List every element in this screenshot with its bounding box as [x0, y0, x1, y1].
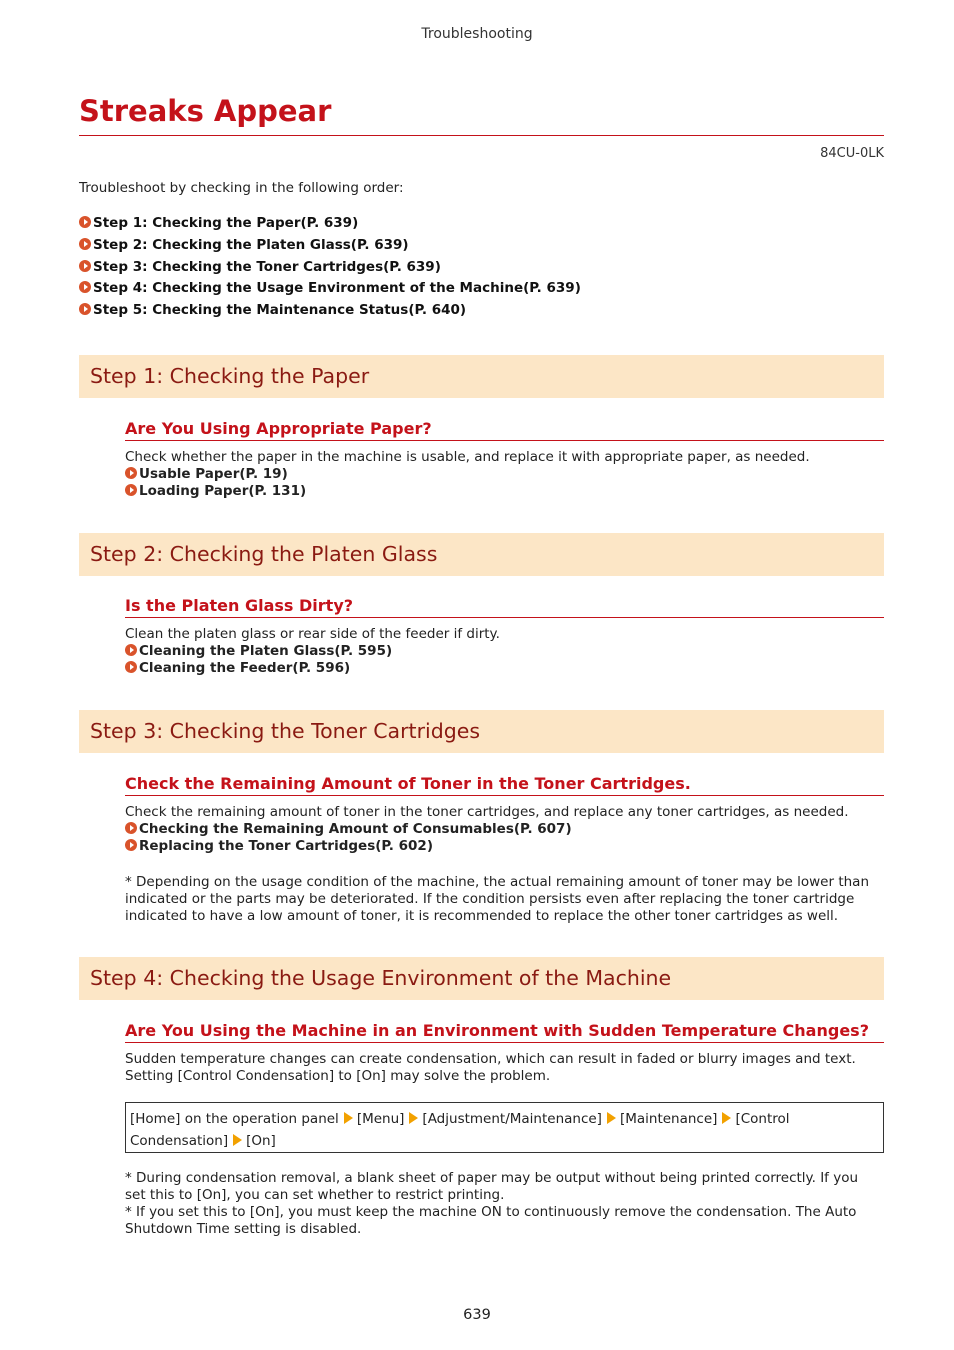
section-heading-step4: Step 4: Checking the Usage Environment of the Machine: [79, 957, 884, 1000]
subheading-step1: Are You Using Appropriate Paper?: [125, 419, 884, 441]
arrow-right-circle-icon: [125, 467, 137, 479]
step2-body: [125, 626, 880, 677]
link-cleaning-feeder[interactable]: Cleaning the Feeder(P. 596): [125, 660, 880, 677]
path-step-control-condensation: [Control Condensation]: [130, 1111, 790, 1149]
path-step-menu: [Menu]: [356, 1111, 405, 1127]
step4-note1: * During condensation removal, a blank sheet of paper may be output without being printed correctly. If you set this to [On], you can set whether to restrict printing.: [125, 1170, 859, 1203]
step4-note2: * If you set this to [On], you must keep the machine ON to continuously remove the condensation. The Auto Shutdown Time setting is disabled.: [125, 1204, 857, 1237]
link-usable-paper[interactable]: Usable Paper(P. 19): [125, 466, 880, 483]
step4-text: Sudden temperature changes can create condensation, which can result in faded or blurry images and text. Setting [Control Condensation] to [On] may solve the problem.: [125, 1051, 856, 1084]
link-cleaning-platen-glass[interactable]: Cleaning the Platen Glass(P. 595): [125, 643, 880, 660]
menu-path-box: [125, 1102, 884, 1153]
section-heading-step2: Step 2: Checking the Platen Glass: [79, 533, 884, 576]
subheading-step3: Check the Remaining Amount of Toner in the Toner Cartridges.: [125, 774, 884, 796]
triangle-right-icon: [233, 1134, 242, 1146]
step3-note: * Depending on the usage condition of the machine, the actual remaining amount of toner may be lower than indicated or the parts may be deteriorated. If the condition persists even after replacing the toner cartridge indicated to have a low amount of toner, it is recommended to replace the other toner cartridges as well.: [125, 874, 869, 924]
path-step-adjustment: [Adjustment/Maintenance]: [422, 1111, 602, 1127]
step-list: [79, 215, 581, 324]
link-checking-consumables[interactable]: Checking the Remaining Amount of Consumables(P. 607): [125, 821, 880, 838]
link-replacing-toner[interactable]: Replacing the Toner Cartridges(P. 602): [125, 838, 880, 855]
toc-link-step2[interactable]: Step 2: Checking the Platen Glass(P. 639): [79, 237, 581, 259]
arrow-right-circle-icon: [79, 216, 91, 228]
path-step-maintenance: [Maintenance]: [619, 1111, 718, 1127]
path-step-home: [Home] on the operation panel: [130, 1111, 339, 1127]
arrow-right-circle-icon: [125, 822, 137, 834]
section-heading-step1: Step 1: Checking the Paper: [79, 355, 884, 398]
arrow-right-circle-icon: [79, 238, 91, 250]
toc-link-step5[interactable]: Step 5: Checking the Maintenance Status(P. 640): [79, 302, 581, 324]
intro-text: Troubleshoot by checking in the following order:: [79, 180, 404, 196]
toc-link-step1[interactable]: Step 1: Checking the Paper(P. 639): [79, 215, 581, 237]
link-loading-paper[interactable]: Loading Paper(P. 131): [125, 483, 880, 500]
step2-text: Clean the platen glass or rear side of the feeder if dirty.: [125, 626, 500, 642]
page-title: Streaks Appear: [79, 94, 332, 128]
page-number: 639: [463, 1307, 491, 1323]
triangle-right-icon: [607, 1112, 616, 1124]
running-header: Troubleshooting: [421, 26, 533, 42]
arrow-right-circle-icon: [125, 644, 137, 656]
title-rule: [79, 135, 884, 136]
step4-notes: [125, 1170, 880, 1238]
triangle-right-icon: [344, 1112, 353, 1124]
arrow-right-circle-icon: [125, 839, 137, 851]
document-code: 84CU-0LK: [820, 146, 884, 161]
arrow-right-circle-icon: [79, 281, 91, 293]
path-step-on: [On]: [246, 1133, 276, 1149]
arrow-right-circle-icon: [79, 260, 91, 272]
subheading-step2: Is the Platen Glass Dirty?: [125, 596, 884, 618]
toc-link-step3[interactable]: Step 3: Checking the Toner Cartridges(P. 639): [79, 259, 581, 281]
arrow-right-circle-icon: [125, 484, 137, 496]
arrow-right-circle-icon: [79, 303, 91, 315]
triangle-right-icon: [409, 1112, 418, 1124]
subheading-step4: Are You Using the Machine in an Environment with Sudden Temperature Changes?: [125, 1021, 884, 1043]
step1-body: [125, 449, 880, 500]
section-heading-step3: Step 3: Checking the Toner Cartridges: [79, 710, 884, 753]
toc-link-step4[interactable]: Step 4: Checking the Usage Environment of the Machine(P. 639): [79, 280, 581, 302]
arrow-right-circle-icon: [125, 661, 137, 673]
step1-text: Check whether the paper in the machine is usable, and replace it with appropriate paper, as needed.: [125, 449, 810, 465]
step3-body: [125, 804, 880, 855]
step3-text: Check the remaining amount of toner in the toner cartridges, and replace any toner cartridges, as needed.: [125, 804, 849, 820]
triangle-right-icon: [722, 1112, 731, 1124]
